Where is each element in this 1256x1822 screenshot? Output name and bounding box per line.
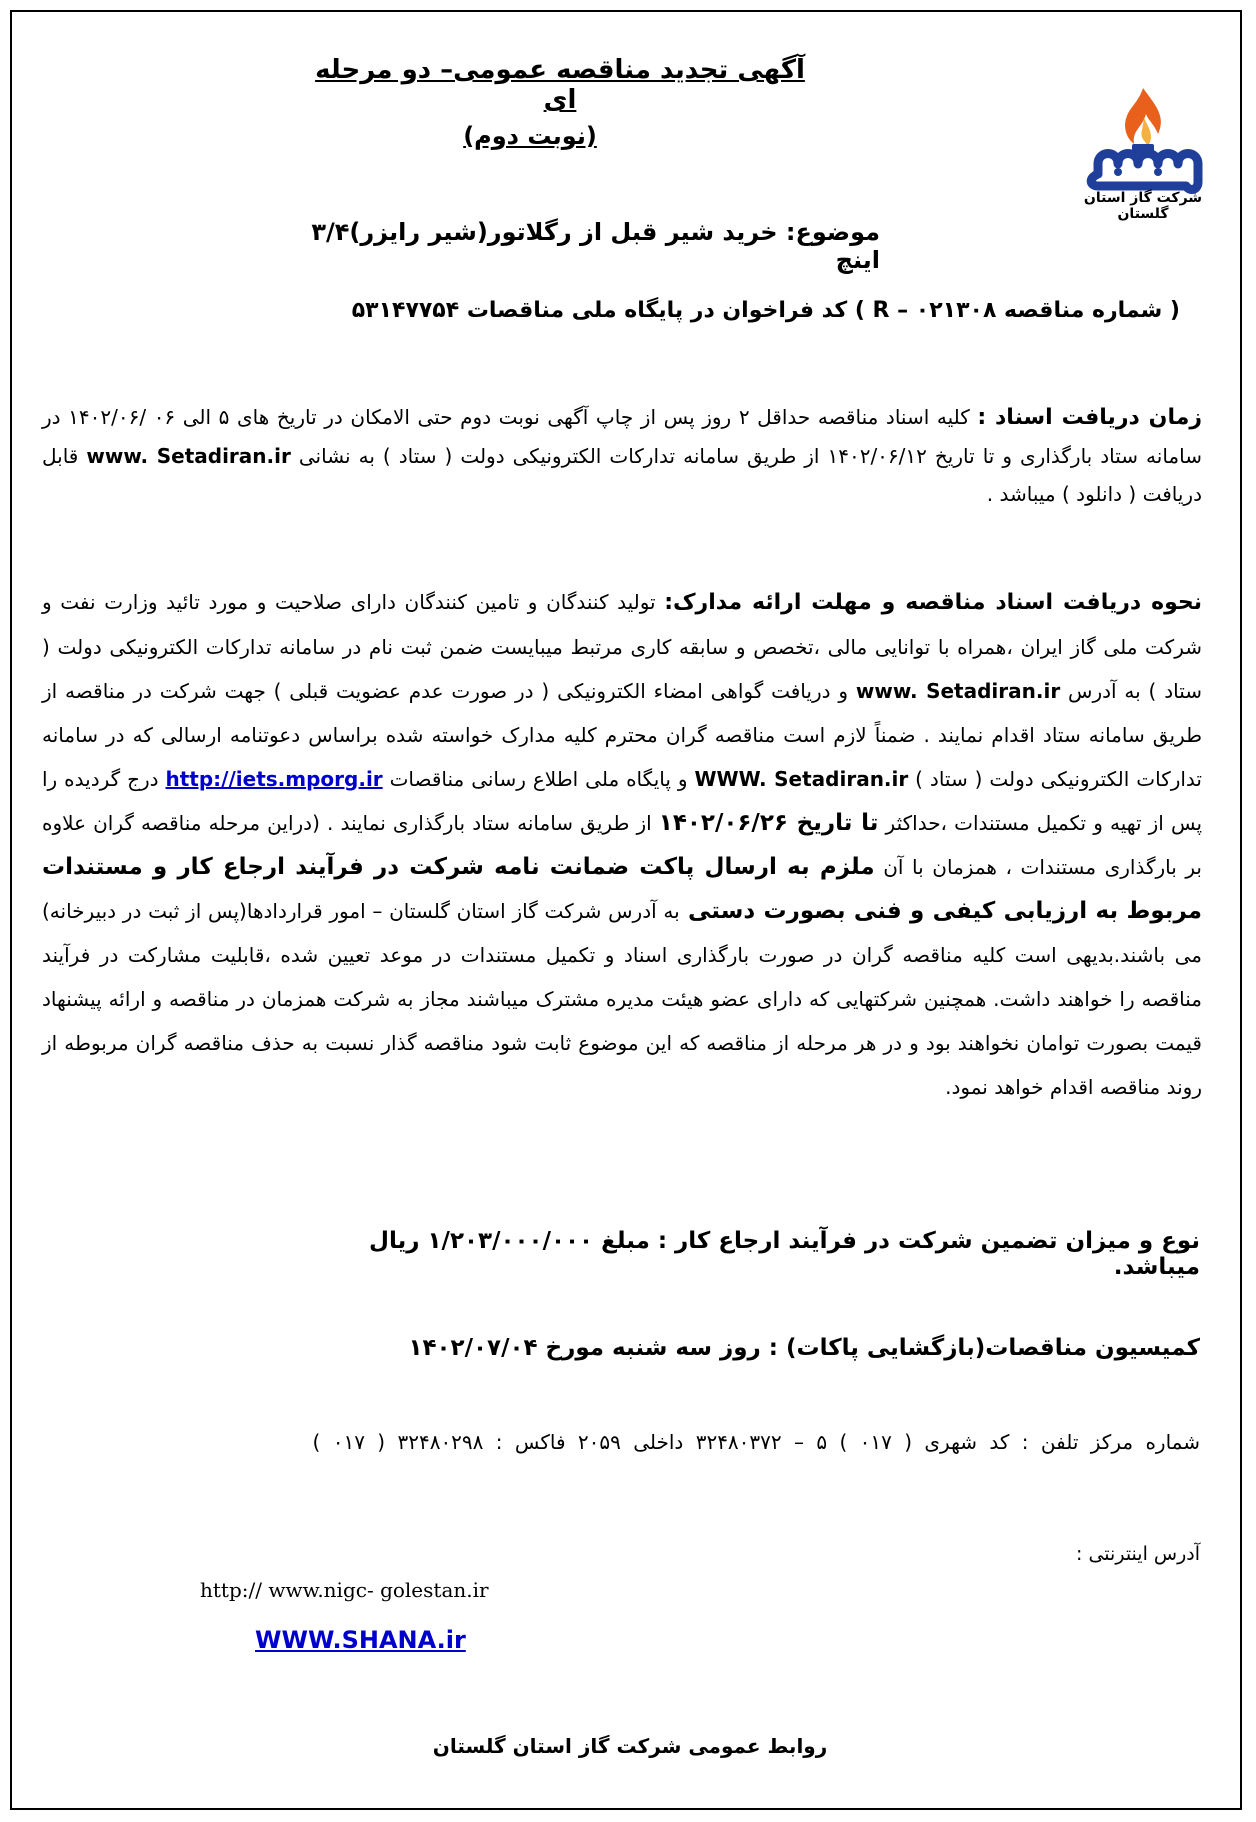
method-text-4: درج گردیده را پس از تهیه و تکمیل مستندات ،حداکثر [42,767,1203,835]
website-url[interactable]: http:// www.nigc- golestan.ir [200,1578,489,1602]
receive-time-text-2: قابل دریافت ( دانلود ) میباشد . [42,444,1202,506]
receive-time-paragraph [42,398,1202,513]
tender-subject: موضوع: خرید شیر قبل از رگلاتور(شیر رایزر)۳/۴ اینچ [311,218,880,274]
tender-number-line: ( شماره مناقصه R – ۰۲۱۳۰۸ ) کد فراخوان در پایگاه ملی مناقصات ۵۳۱۴۷۷۵۴ [351,298,1180,323]
setadiran-link-1[interactable]: www. Setadiran.ir [86,444,291,468]
setadiran-link-3[interactable]: WWW. Setadiran.ir [694,767,909,791]
commission-date: کمیسیون مناقصات(بازگشایی پاکات) : روز سه شنبه مورخ ۱۴۰۲/۰۷/۰۴ [408,1335,1200,1361]
method-text-6: به آدرس شرکت گاز استان گلستان – امور قراردادها(پس از ثبت در دبیرخانه) می باشند.بدیهی است کلیه مناقصه گران در صورت بارگذاری اسناد و تکمیل مستندات در موعد تعیین شده ،قابلیت مشارکت در فرآیند مناقصه را خواهند داشت. همچنین شرکتهایی که دارای عضو هیئت مدیره مشترک میباشند مجاز به شرکت همزمان در مناقصه و ارائه پیشنهاد قیمت بصورت توامان نخواهند بود و در هر مرحله از مناقصه که این موضوع ثابت شود مناقصه گذار نسبت به حذف مناقصه گران مربوطه از روند مناقصه اقدام خواهد نمود. [42,899,1202,1099]
phone-line: شماره مرکز تلفن : کد شهری ( ۰۱۷ ) ۵ – ۳۲۴۸۰۳۷۲ داخلی ۲۰۵۹ فاکس : ۳۲۴۸۰۲۹۸ ( ۰۱۷ ) [312,1430,1200,1454]
method-heading: نحوه دریافت اسناد مناقصه و مهلت ارائه مدارک: [664,590,1202,615]
website-label: آدرس اینترنتی : [1076,1543,1200,1565]
method-text-1: تولید کنندگان و تامین کنندگان دارای صلاحیت و مورد تائید وزارت نفت و شرکت ملی گاز ایران ،همراه با توانایی مالی ،تخصص و سابقه کاری مرتبط میبایست ضمن ثبت نام در سامانه تدارکات الکترونیکی دولت ( ستاد ) به آدرس [42,590,1202,703]
method-text-5: از طریق سامانه ستاد بارگذاری نمایند . (دراین مرحله مناقصه گران علاوه بر بارگذاری مستندات ، همزمان با آن [42,811,1202,879]
guarantee-amount: نوع و میزان تضمین شرکت در فرآیند ارجاع کار : مبلغ ۱/۲۰۳/۰۰۰/۰۰۰ ریال میباشد. [369,1228,1200,1280]
logo-caption: شرکت گاز استان گلستان [1083,190,1203,222]
method-text-2: و دریافت گواهی امضاء الکترونیکی ( در صورت عدم عضویت قبلی ) جهت شرکت در مناقصه از طریق سامانه ستاد اقدام نمایند . ضمناً لازم است مناقصه گران محترم کلیه مدارک خواسته شده براساس دعوتنامه ارسالی که در سامانه تدارکات الکترونیکی دولت ( ستاد ) [42,679,1202,791]
receive-time-heading: زمان دریافت اسناد : [977,405,1202,430]
iets-link[interactable]: http://iets.mporg.ir [165,767,383,791]
manual-submission-note: ملزم به ارسال پاکت ضمانت نامه شرکت در فرآیند ارجاع کار و مستندات مربوط به ارزیابی کیفی و فنی بصورت دستی [42,854,1202,924]
deadline-date: تا تاریخ ۱۴۰۲/۰۶/۲۶ [658,810,879,836]
method-text-3: و پایگاه ملی اطلاع رسانی مناقصات [382,767,695,791]
setadiran-link-2[interactable]: www. Setadiran.ir [855,679,1061,703]
receive-time-text-1: کلیه اسناد مناقصه حداقل ۲ روز پس از چاپ آگهی نوبت دوم حتی الامکان در تاریخ های ۵ الی ۰۶ /۱۴۰۲/۰۶ در سامانه ستاد بارگذاری و تا تاریخ ۱۴۰۲/۰۶/۱۲ از طریق سامانه تدارکات الکترونیکی دولت ( ستاد ) به نشانی [42,405,1202,468]
footer-public-relations: روابط عمومی شرکت گاز استان گلستان [432,1734,828,1758]
shana-link[interactable]: WWW.SHANA.ir [255,1626,466,1654]
page-subtitle: (نوبت دوم) [463,122,597,150]
page-title: آگهی تجدید مناقصه عمومی– دو مرحله ای [315,55,805,115]
method-paragraph [42,580,1202,1109]
